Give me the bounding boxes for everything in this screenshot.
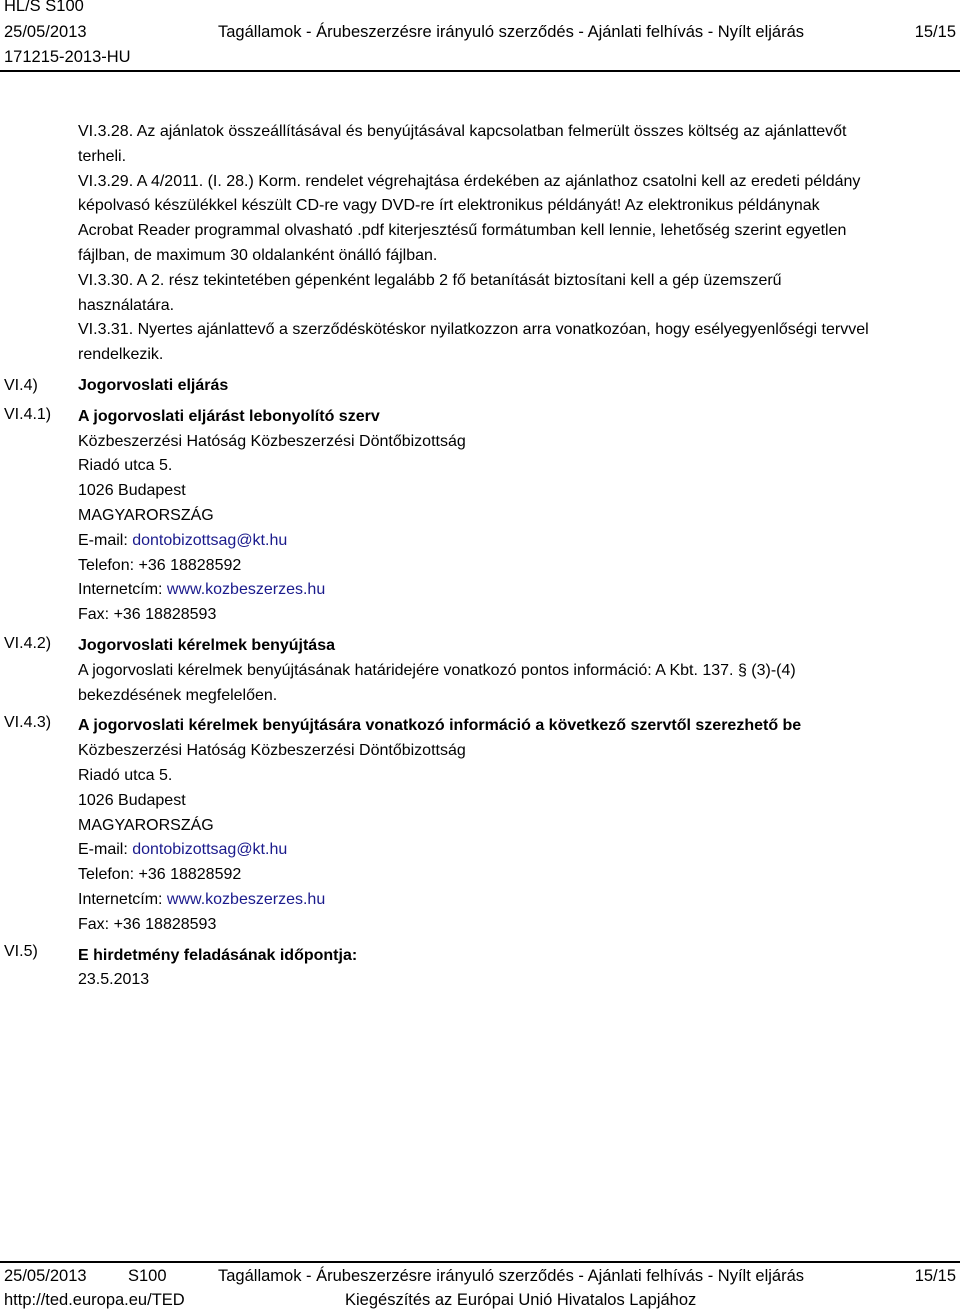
footer-url[interactable]: http://ted.europa.eu/TED (4, 1291, 185, 1309)
text-line: A jogorvoslati kérelmek benyújtásának határidejére vonatkozó pontos információ: A Kbt. 137. § (3)-(4) (78, 661, 796, 679)
footer-series: S100 (128, 1267, 167, 1285)
review-submission-block (78, 634, 958, 708)
email-label: E-mail: (78, 531, 133, 549)
website-link[interactable]: www.kozbeszerzes.hu (166, 890, 326, 908)
website-label: Internetcím: (78, 890, 167, 908)
city: 1026 Budapest (78, 791, 186, 809)
header-notice-type: Tagállamok - Árubeszerzésre irányuló szerződés - Ajánlati felhívás - Nyílt eljárás (218, 23, 804, 41)
section-title-vi43: A jogorvoslati kérelmek benyújtására vonatkozó információ a következő szervtől szerezhető be (78, 717, 802, 735)
doc-id: HL/S S100 (4, 0, 84, 15)
text-line: VI.3.30. A 2. rész tekintetében gépenként legalább 2 fő betanítását biztosítani kell a gép üzemszerű (78, 271, 782, 289)
organization-name: Közbeszerzési Hatóság Közbeszerzési Döntőbizottság (78, 742, 466, 760)
phone: Telefon: +36 18828592 (78, 866, 242, 884)
website-label: Internetcím: (78, 581, 167, 599)
additional-info-block (78, 120, 958, 368)
country: MAGYARORSZÁG (78, 506, 214, 524)
footer-page-number: 15/15 (914, 1267, 956, 1285)
street-address: Riadó utca 5. (78, 766, 173, 784)
review-body-block (78, 405, 958, 628)
dispatch-date: 23.5.2013 (78, 971, 150, 989)
section-title-vi5: E hirdetmény feladásának időpontja: (78, 946, 358, 964)
footer-date: 25/05/2013 (4, 1267, 87, 1285)
footer-notice-type: Tagállamok - Árubeszerzésre irányuló szerződés - Ajánlati felhívás - Nyílt eljárás (218, 1267, 804, 1285)
section-number-vi5: VI.5) (4, 943, 38, 960)
organization-name: Közbeszerzési Hatóság Közbeszerzési Döntőbizottság (78, 432, 466, 450)
phone: Telefon: +36 18828592 (78, 556, 242, 574)
text-line: VI.3.29. A 4/2011. (I. 28.) Korm. rendelet végrehajtása érdekében az ajánlathoz csatolni kell az eredeti példány (78, 172, 861, 190)
text-line: bekezdésének megfelelően. (78, 686, 278, 704)
text-line: fájlban, de maximum 30 oldalanként önálló fájlban. (78, 246, 438, 264)
footer-supplement: Kiegészítés az Európai Unió Hivatalos Lapjához (345, 1291, 697, 1309)
text-line: terheli. (78, 147, 127, 165)
section-title-vi42: Jogorvoslati kérelmek benyújtása (78, 636, 335, 654)
header-rule (0, 70, 960, 72)
city: 1026 Budapest (78, 482, 186, 500)
section-number-vi41: VI.4.1) (4, 406, 52, 423)
fax: Fax: +36 18828593 (78, 606, 217, 624)
website-link[interactable]: www.kozbeszerzes.hu (166, 581, 326, 599)
section-number-vi42: VI.4.2) (4, 635, 52, 652)
header-page-number: 15/15 (914, 23, 956, 41)
text-line: képolvasó készülékkel készült CD-re vagy DVD-re írt elektronikus példányát! Az elektronikus példánynak (78, 197, 820, 215)
review-info-block (78, 714, 958, 937)
email-link[interactable]: dontobizottsag@kt.hu (132, 841, 288, 859)
email-label: E-mail: (78, 841, 133, 859)
email-link[interactable]: dontobizottsag@kt.hu (132, 531, 288, 549)
header-date: 25/05/2013 (4, 23, 87, 41)
text-line: rendelkezik. (78, 346, 164, 364)
document-body (78, 120, 958, 993)
dispatch-date-block (78, 944, 958, 994)
text-line: Acrobat Reader programmal olvasható .pdf kiterjesztésű formátumban kell lennie, lehetőség szerint egyetlen (78, 222, 847, 240)
text-line: használatára. (78, 296, 175, 314)
section-title-vi4: Jogorvoslati eljárás (78, 376, 229, 394)
country: MAGYARORSZÁG (78, 816, 214, 834)
footer-rule (0, 1261, 960, 1263)
section-number-vi43: VI.4.3) (4, 714, 52, 731)
street-address: Riadó utca 5. (78, 457, 173, 475)
text-line: VI.3.31. Nyertes ajánlattevő a szerződéskötéskor nyilatkozzon arra vonatkozóan, hogy esélyegyenlőségi tervvel (78, 321, 869, 339)
fax: Fax: +36 18828593 (78, 915, 217, 933)
section-title-vi41: A jogorvoslati eljárást lebonyolító szerv (78, 407, 380, 425)
section-number-vi4: VI.4) (4, 377, 38, 394)
text-line: VI.3.28. Az ajánlatok összeállításával és benyújtásával kapcsolatban felmerült összes költség az ajánlattevőt (78, 123, 847, 140)
header-reference: 171215-2013-HU (4, 48, 131, 66)
